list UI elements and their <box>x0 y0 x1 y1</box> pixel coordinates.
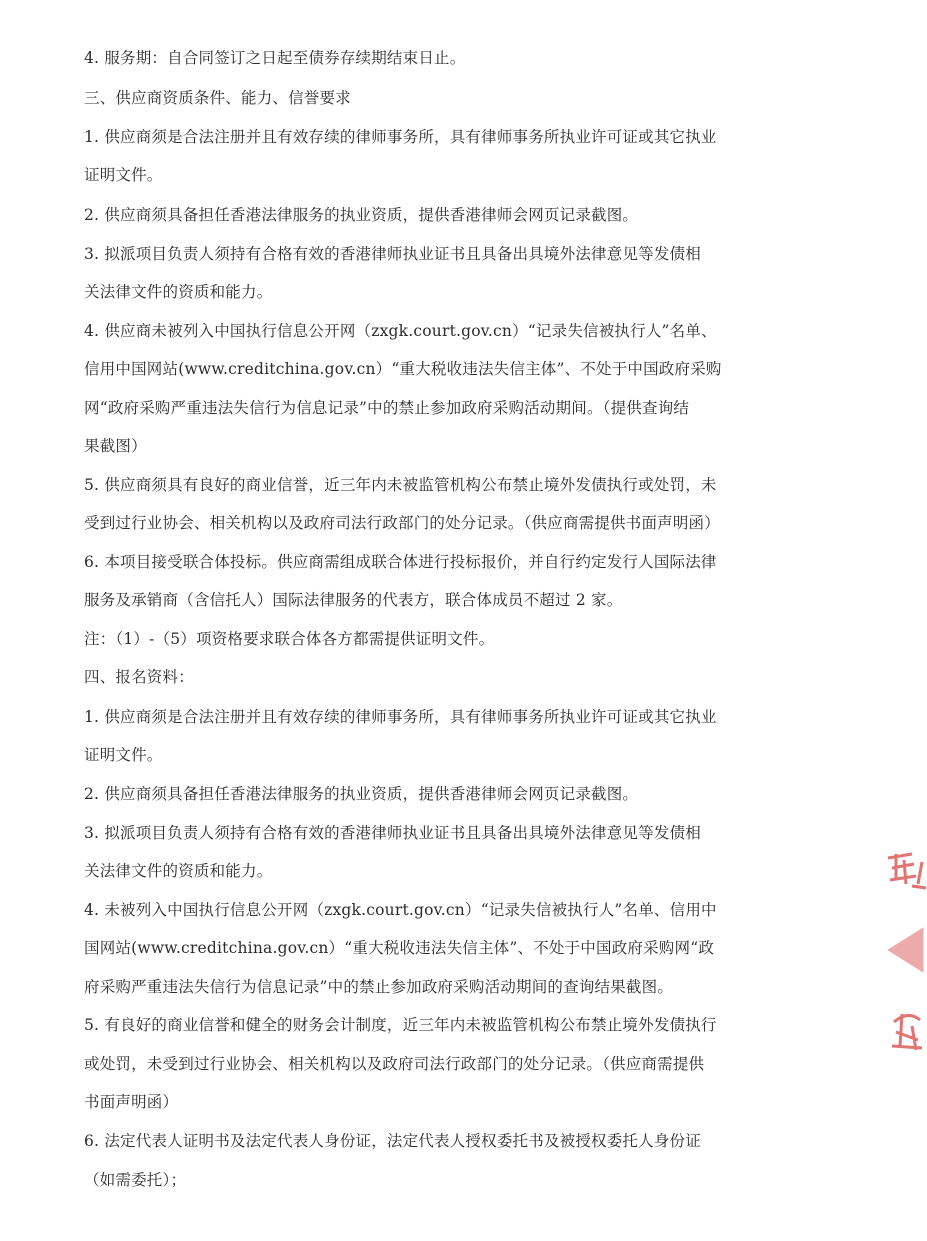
text-line: 3. 拟派项目负责人须持有合格有效的香港律师执业证书且具备出具境外法律意见等发债相 <box>84 245 701 263</box>
section-heading: 四、报名资料： <box>84 668 194 686</box>
text-line: 证明文件。 <box>84 166 163 184</box>
text-line: 5. 有良好的商业信誉和健全的财务会计制度，近三年内未被监管机构公布禁止境外发债执行 <box>84 1016 717 1034</box>
text-line: 书面声明函） <box>84 1093 179 1111</box>
text-line: 关法律文件的资质和能力。 <box>84 283 273 301</box>
text-line: 证明文件。 <box>84 746 163 764</box>
section-heading: 三、供应商资质条件、能力、信誉要求 <box>84 89 351 107</box>
text-line: 受到过行业协会、相关机构以及政府司法行政部门的处分记录。（供应商需提供书面声明函） <box>84 514 720 532</box>
text-line: 信用中国网站(www.creditchina.gov.cn）“重大税收违法失信主体”、不处于中国政府采购 <box>84 360 722 378</box>
note-line: 注：（1）-（5）项资格要求联合体各方都需提供证明文件。 <box>84 630 495 648</box>
text-line: 2. 供应商须具备担任香港法律服务的执业资质，提供香港律师会网页记录截图。 <box>84 206 639 224</box>
text-line: 1. 供应商须是合法注册并且有效存续的律师事务所，具有律师事务所执业许可证或其它执业 <box>84 708 717 726</box>
text-line: 果截图） <box>84 437 147 455</box>
text-line: 国网站(www.creditchina.gov.cn）“重大税收违法失信主体”、不处于中国政府采购网“政 <box>84 939 715 957</box>
text-line: 府采购严重违法失信行为信息记录”中的禁止参加政府采购活动期间的查询结果截图。 <box>84 978 674 996</box>
text-line: 5. 供应商须具有良好的商业信誉，近三年内未被监管机构公布禁止境外发债执行或处罚，未 <box>84 476 717 494</box>
text-line: （如需委托）； <box>84 1171 187 1189</box>
text-line: 1. 供应商须是合法注册并且有效存续的律师事务所，具有律师事务所执业许可证或其它执业 <box>84 128 717 146</box>
text-line: 或处罚，未受到过行业协会、相关机构以及政府司法行政部门的处分记录。（供应商需提供 <box>84 1055 705 1073</box>
text-line: 6. 本项目接受联合体投标。供应商需组成联合体进行投标报价，并自行约定发行人国际法律 <box>84 553 717 571</box>
text-line: 2. 供应商须具备担任香港法律服务的执业资质，提供香港律师会网页记录截图。 <box>84 785 639 803</box>
text-line: 服务及承销商（含信托人）国际法律服务的代表方，联合体成员不超过 2 家。 <box>84 591 623 609</box>
text-line: 4. 供应商未被列入中国执行信息公开网（zxgk.court.gov.cn）“记录失信被执行人”名单、 <box>84 322 717 340</box>
text-line: 4. 服务期：自合同签订之日起至债券存续期结束日止。 <box>84 49 466 67</box>
text-line: 6. 法定代表人证明书及法定代表人身份证，法定代表人授权委托书及被授权委托人身份证 <box>84 1132 701 1150</box>
text-line: 3. 拟派项目负责人须持有合格有效的香港律师执业证书且具备出具境外法律意见等发债相 <box>84 824 701 842</box>
text-line: 关法律文件的资质和能力。 <box>84 862 273 880</box>
seal-stamp <box>882 850 927 1060</box>
text-line: 4. 未被列入中国执行信息公开网（zxgk.court.gov.cn）“记录失信被执行人”名单、信用中 <box>84 901 717 919</box>
text-line: 网“政府采购严重违法失信行为信息记录”中的禁止参加政府采购活动期间。（提供查询结 <box>84 399 690 417</box>
